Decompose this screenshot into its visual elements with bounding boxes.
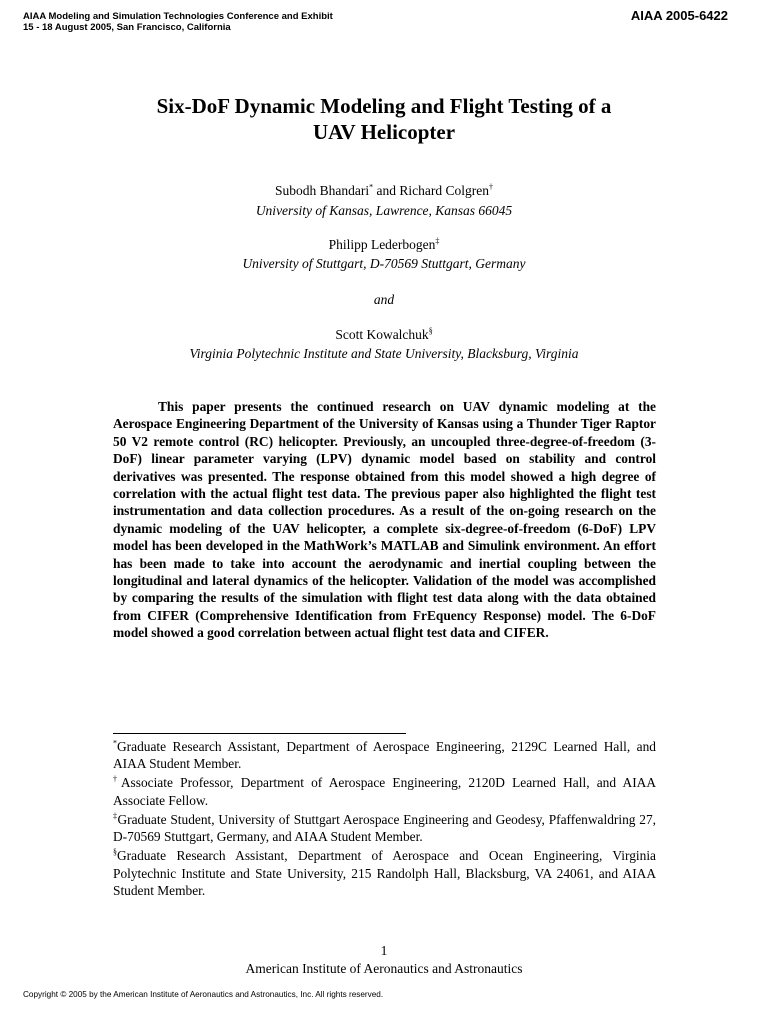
footnote-item [113,738,656,773]
affiliation-virginia-tech: Virginia Polytechnic Institute and State University, Blacksburg, Virginia [189,346,579,361]
footnote-mark: ‡ [435,236,440,246]
footnote-mark: * [369,182,374,192]
footnote-text: Associate Professor, Department of Aerospace Engineering, 2120D Learned Hall, and AIAA Associate Fellow. [113,775,657,808]
author-connector: and [373,183,400,198]
footnote-text: Graduate Student, University of Stuttgart Aerospace Engineering and Geodesy, Pfaffenwaldring 27, D-70569 Stuttgart, Germany, and AIAA Student Member. [113,811,657,845]
author-name: Scott Kowalchuk [335,327,429,342]
copyright-notice: Copyright © 2005 by the American Institute of Aeronautics and Astronautics, Inc. All rights reserved. [23,990,384,999]
page-number: 1 [380,943,388,958]
footnote-mark: * [113,738,117,748]
conference-date-location: 15 - 18 August 2005, San Francisco, California [23,22,231,33]
author-line-1 [0,182,768,199]
footnote-item [113,774,656,809]
author-name: Richard Colgren [399,183,489,198]
author-name: Subodh Bhandari [275,183,370,198]
paper-title-line-1: Six-DoF Dynamic Modeling and Flight Testing of a [156,94,612,118]
footnote-text: Graduate Research Assistant, Department of Aerospace and Ocean Engineering, Virginia Polytechnic Institute and State University, 215 Randolph Hall, Blacksburg, VA 24061, and AIAA Student Member. [113,848,656,899]
footnote-mark: § [113,847,117,857]
paper-title-line-2: UAV Helicopter [312,120,456,144]
affiliation-kansas: University of Kansas, Lawrence, Kansas 66045 [255,203,513,218]
affiliation-stuttgart: University of Stuttgart, D-70569 Stuttgart, Germany [242,256,526,271]
footnote-divider [113,733,406,734]
author-line-3 [0,326,768,343]
footnote-mark: ‡ [113,811,118,821]
footnotes [113,738,656,901]
paper-number: AIAA 2005-6422 [630,8,728,23]
paper-title [0,93,768,145]
abstract: This paper presents the continued research on UAV dynamic modeling at the Aerospace Engineering Department of the University of Kansas using a Thunder Tiger Raptor 50 V2 remote control (RC) helicopter. Previously, an uncoupled three-degree-of-freedom (3-DoF) linear parameter varying (LPV) dynamic model based on stability and control derivatives was presented. The response obtained from this model showed a high degree of correlation with the actual flight test data. The previous paper also highlighted the flight test instrumentation and data collection procedures. As a result of the on-going research on the dynamic modeling of the UAV helicopter, a complete six-degree-of-freedom (6-DoF) LPV model has been developed in the MathWork’s MATLAB and Simulink environment. An effort has been made to take into account the aerodynamic and inertial coupling between the longitudinal and lateral dynamics of the helicopter. Validation of the model was accomplished by comparing the results of the simulation with flight test data along with the data obtained from CIFER (Comprehensive Identification from FrEquency Response) model. The 6-DoF model showed a good correlation between actual flight test data and CIFER. [113,399,656,641]
author-name: Philipp Lederbogen [328,237,436,252]
footnote-item [113,811,656,846]
author-line-2 [0,236,768,253]
and-separator: and [373,292,395,307]
publisher-name: American Institute of Aeronautics and Astronautics [245,961,523,976]
footnote-mark: † [113,774,121,784]
footnote-text: Graduate Research Assistant, Department of Aerospace Engineering, 2129C Learned Hall, and AIAA Student Member. [113,739,656,772]
conference-header [23,11,333,33]
footnote-item [113,847,656,899]
footnote-mark: § [428,326,433,336]
conference-name: AIAA Modeling and Simulation Technologies Conference and Exhibit [23,11,333,22]
footnote-mark: † [488,182,493,192]
